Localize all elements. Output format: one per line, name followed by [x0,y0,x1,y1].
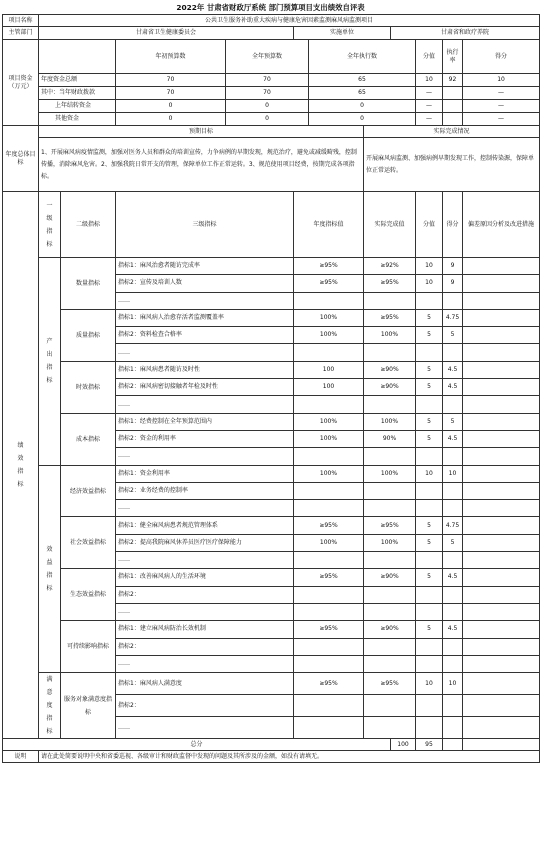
note-cell [463,465,540,482]
h-level1: 一 级 指 标 [39,192,61,258]
score-cell: 4.5 [443,361,463,378]
actual-cell [364,292,416,309]
note-cell [463,309,540,326]
notes-label: 说明 [3,751,39,763]
indicator-row [3,673,540,695]
actual-cell [364,552,416,569]
level3-cell: 指标2：业务经费的控制率 [116,482,294,499]
actual-cell: ≥95% [364,517,416,534]
level3-cell: …… [116,344,294,361]
score-cell: 4.5 [443,379,463,396]
funds-initial: 0 [116,100,226,113]
actual-cell: ≥95% [364,673,416,695]
funds-rate [443,100,463,113]
dept-row [3,27,540,40]
goals-actual: 开展麻风病监测、加强病例早期发现工作，控制传染源，保障单位正常运转。 [364,138,540,192]
score-cell [443,396,463,413]
actual-cell [364,344,416,361]
actual-cell: ≥90% [364,379,416,396]
level2-cell: 可持续影响指标 [61,621,116,673]
target-cell [294,586,364,603]
note-cell [463,552,540,569]
score-cell [443,717,463,739]
target-cell: 100% [294,430,364,447]
target-cell [294,500,364,517]
level3-cell: 指标1：麻风病人满意度 [116,673,294,695]
target-cell: ≥95% [294,673,364,695]
indicator-row [3,569,540,586]
score-cell [443,655,463,672]
score-cell: 9 [443,258,463,275]
level1-cell: 满 意 度 指 标 [39,673,61,739]
project-name-label: 项目名称 [3,15,39,27]
score-cell: 9 [443,275,463,292]
funds-row [3,87,540,100]
max-cell [416,586,443,603]
level3-cell: 指标2：提高我院麻风休养员医疗医疗保障能力 [116,534,294,551]
actual-cell [364,603,416,620]
note-cell [463,361,540,378]
total-score: 95 [416,739,443,751]
funds-header-row [3,40,540,74]
project-name-value: 公共卫生服务补助重大疾病与健康危害因素监测麻风病监测项目 [39,15,540,27]
max-cell: 5 [416,309,443,326]
max-cell [416,500,443,517]
h-max: 分值 [416,192,443,258]
target-cell: ≥95% [294,569,364,586]
target-cell [294,638,364,655]
dept-label: 主管部门 [3,27,39,40]
score-cell [443,482,463,499]
level3-cell: 指标1：麻风病患者随访及时性 [116,361,294,378]
level1-cell: 效 益 指 标 [39,465,61,673]
actual-cell [364,586,416,603]
note-cell [463,500,540,517]
note-cell [463,482,540,499]
goals-label: 年度总体目标 [3,126,39,192]
note-cell [463,292,540,309]
max-cell [416,344,443,361]
level3-cell: 指标2：宣传及培训人数 [116,275,294,292]
note-cell [463,586,540,603]
indicators-side-label: 绩 效 指 标 [3,192,39,739]
note-cell [463,534,540,551]
max-cell [416,448,443,465]
funds-row-label: 其他资金 [39,113,116,126]
score-cell [443,552,463,569]
funds-col-max: 分值 [416,40,443,74]
max-cell: 5 [416,379,443,396]
score-cell: 10 [443,673,463,695]
actual-cell: ≥92% [364,258,416,275]
note-cell [463,673,540,695]
level2-cell: 社会效益指标 [61,517,116,569]
indicator-row [3,621,540,638]
level2-cell: 质量指标 [61,309,116,361]
impl-label: 实施单位 [294,27,391,40]
funds-rate [443,87,463,100]
max-cell [416,482,443,499]
level3-cell: 指标2：麻风病密切接触者年检及时性 [116,379,294,396]
level3-cell: …… [116,448,294,465]
funds-full: 70 [226,87,309,100]
max-cell: 10 [416,258,443,275]
funds-col-exec: 全年执行数 [309,40,416,74]
indicator-row [3,258,540,275]
funds-full: 0 [226,113,309,126]
score-cell: 4.5 [443,430,463,447]
funds-initial: 0 [116,113,226,126]
funds-exec: 0 [309,113,416,126]
note-cell [463,430,540,447]
funds-max: — [416,113,443,126]
score-cell: 4.5 [443,621,463,638]
max-cell [416,695,443,717]
score-cell [443,448,463,465]
actual-cell [364,638,416,655]
target-cell [294,603,364,620]
funds-score: — [463,113,540,126]
target-cell: 100% [294,327,364,344]
max-cell [416,717,443,739]
h-level2: 二级指标 [61,192,116,258]
funds-initial: 70 [116,87,226,100]
notes-row [3,751,540,763]
funds-col-initial: 年初预算数 [116,40,226,74]
h-actual: 实际完成值 [364,192,416,258]
score-cell: 5 [443,327,463,344]
max-cell: 5 [416,621,443,638]
actual-cell: 100% [364,413,416,430]
max-cell [416,603,443,620]
level3-cell: …… [116,552,294,569]
funds-col-full: 全年预算数 [226,40,309,74]
score-cell [443,638,463,655]
h-score: 得分 [443,192,463,258]
funds-max: 10 [416,74,443,87]
target-cell [294,655,364,672]
actual-cell [364,500,416,517]
note-cell [463,258,540,275]
max-cell [416,292,443,309]
funds-exec: 65 [309,87,416,100]
max-cell: 5 [416,534,443,551]
funds-full: 0 [226,100,309,113]
indicator-row [3,361,540,378]
max-cell: 5 [416,569,443,586]
level1-cell: 产 出 指 标 [39,258,61,466]
indicator-row [3,465,540,482]
note-cell [463,569,540,586]
h-level3: 三级指标 [116,192,294,258]
note-cell [463,695,540,717]
goals-expected-label: 预期目标 [39,126,364,138]
funds-exec: 0 [309,100,416,113]
funds-full: 70 [226,74,309,87]
max-cell: 5 [416,517,443,534]
funds-row [3,100,540,113]
actual-cell: 100% [364,465,416,482]
note-cell [463,413,540,430]
level2-cell: 服务对象满意度指标 [61,673,116,739]
actual-cell: ≥95% [364,309,416,326]
max-cell: 10 [416,275,443,292]
funds-row [3,74,540,87]
target-cell: 100% [294,534,364,551]
score-cell [443,292,463,309]
note-cell [463,621,540,638]
actual-cell [364,448,416,465]
note-cell [463,379,540,396]
funds-score: 10 [463,74,540,87]
target-cell [294,344,364,361]
level2-cell: 时效指标 [61,361,116,413]
level2-cell: 成本指标 [61,413,116,465]
total-label: 总分 [3,739,391,751]
goals-content-row [3,138,540,192]
actual-cell [364,396,416,413]
target-cell: ≥95% [294,621,364,638]
target-cell: 100 [294,379,364,396]
target-cell [294,396,364,413]
max-cell: 5 [416,327,443,344]
indicator-row [3,517,540,534]
target-cell: ≥95% [294,275,364,292]
note-cell [463,275,540,292]
h-note: 偏差原因分析及改进措施 [463,192,540,258]
score-cell [443,603,463,620]
max-cell [416,655,443,672]
total-max: 100 [391,739,416,751]
actual-cell: 100% [364,327,416,344]
target-cell [294,717,364,739]
impl-value: 甘肃省和政疗养院 [391,27,540,40]
funds-score: — [463,100,540,113]
notes-text: 请在此处简要说明中央和省委巡视、各级审计和财政监督中发现的问题及其所涉及的金额，如没有请填无。 [39,751,540,763]
evaluation-table [2,14,540,763]
target-cell: 100% [294,465,364,482]
actual-cell: ≥90% [364,569,416,586]
level2-cell: 生态效益指标 [61,569,116,621]
level3-cell: …… [116,603,294,620]
score-cell: 4.75 [443,309,463,326]
score-cell: 5 [443,534,463,551]
note-cell [463,327,540,344]
funds-exec: 65 [309,74,416,87]
indicator-header-row [3,192,540,258]
target-cell [294,448,364,465]
actual-cell: ≥95% [364,275,416,292]
note-cell [463,603,540,620]
funds-label: 项目资金（万元） [3,40,39,126]
actual-cell: 100% [364,534,416,551]
note-cell [463,396,540,413]
target-cell: 100% [294,413,364,430]
goals-header-row [3,126,540,138]
score-cell [443,695,463,717]
level3-cell: 指标1：麻风治愈者随访完成率 [116,258,294,275]
goals-expected: 1、开展麻风病疫情监测，加强对医务人员和群众的培训宣传，力争病例的早期发现，规范治疗，避免或减缓畸残，控制传播，消除麻风危害。2、加强我院日常开支的管理，保障单位工作正常运转。3、规范使用项目经费，按期完成各项指标。 [39,138,364,192]
score-cell: 4.75 [443,517,463,534]
actual-cell: 90% [364,430,416,447]
max-cell: 5 [416,413,443,430]
funds-col-rate: 执行率 [443,40,463,74]
score-cell: 4.5 [443,569,463,586]
target-cell: ≥95% [294,517,364,534]
level3-cell: 指标1：麻风病人治愈存活者监测覆盖率 [116,309,294,326]
funds-rate: 92 [443,74,463,87]
level3-cell: 指标2： [116,638,294,655]
target-cell: ≥95% [294,258,364,275]
funds-row-label: 年度资金总额 [39,74,116,87]
total-row [3,739,540,751]
dept-value: 甘肃省卫生健康委员会 [39,27,294,40]
level3-cell: …… [116,717,294,739]
level2-cell: 经济效益指标 [61,465,116,517]
score-cell: 10 [443,465,463,482]
note-cell [463,655,540,672]
max-cell: 5 [416,430,443,447]
score-cell [443,586,463,603]
level3-cell: 指标2：资金的利用率 [116,430,294,447]
actual-cell [364,482,416,499]
note-cell [463,344,540,361]
level3-cell: 指标2：资料检查合格率 [116,327,294,344]
indicator-row [3,413,540,430]
level3-cell: 指标2： [116,695,294,717]
level3-cell: 指标1：健全麻风病患者规范管理体系 [116,517,294,534]
score-cell [443,500,463,517]
note-cell [463,448,540,465]
goals-actual-label: 实际完成情况 [364,126,540,138]
level3-cell: 指标2： [116,586,294,603]
actual-cell [364,695,416,717]
page-title: 2022年 甘肃省财政厅系统 部门预算项目支出绩效自评表 [176,3,365,12]
funds-max: — [416,100,443,113]
target-cell [294,482,364,499]
indicator-row [3,309,540,326]
target-cell [294,695,364,717]
target-cell: 100% [294,309,364,326]
level3-cell: …… [116,292,294,309]
max-cell: 10 [416,465,443,482]
actual-cell: ≥90% [364,361,416,378]
funds-max: — [416,87,443,100]
max-cell [416,552,443,569]
score-cell: 5 [443,413,463,430]
funds-col-score: 得分 [463,40,540,74]
funds-row [3,113,540,126]
max-cell: 5 [416,361,443,378]
score-cell [443,344,463,361]
target-cell: 100 [294,361,364,378]
note-cell [463,638,540,655]
actual-cell [364,717,416,739]
funds-initial: 70 [116,74,226,87]
max-cell: 10 [416,673,443,695]
target-cell [294,292,364,309]
level3-cell: 指标1：资金利用率 [116,465,294,482]
target-cell [294,552,364,569]
max-cell [416,396,443,413]
funds-rate [443,113,463,126]
max-cell [416,638,443,655]
level3-cell: …… [116,396,294,413]
note-cell [463,717,540,739]
level3-cell: 指标1：改善麻风病人的生活环境 [116,569,294,586]
level3-cell: 指标1：建立麻风病防治长效机制 [116,621,294,638]
level3-cell: 指标1：经费控制在全年预算范围内 [116,413,294,430]
level3-cell: …… [116,500,294,517]
actual-cell [364,655,416,672]
funds-score: — [463,87,540,100]
funds-row-label: 上年结转资金 [39,100,116,113]
note-cell [463,517,540,534]
actual-cell: ≥90% [364,621,416,638]
level3-cell: …… [116,655,294,672]
project-name-row [3,15,540,27]
funds-row-label: 其中：当年财政拨款 [39,87,116,100]
h-target: 年度指标值 [294,192,364,258]
level2-cell: 数量指标 [61,258,116,310]
